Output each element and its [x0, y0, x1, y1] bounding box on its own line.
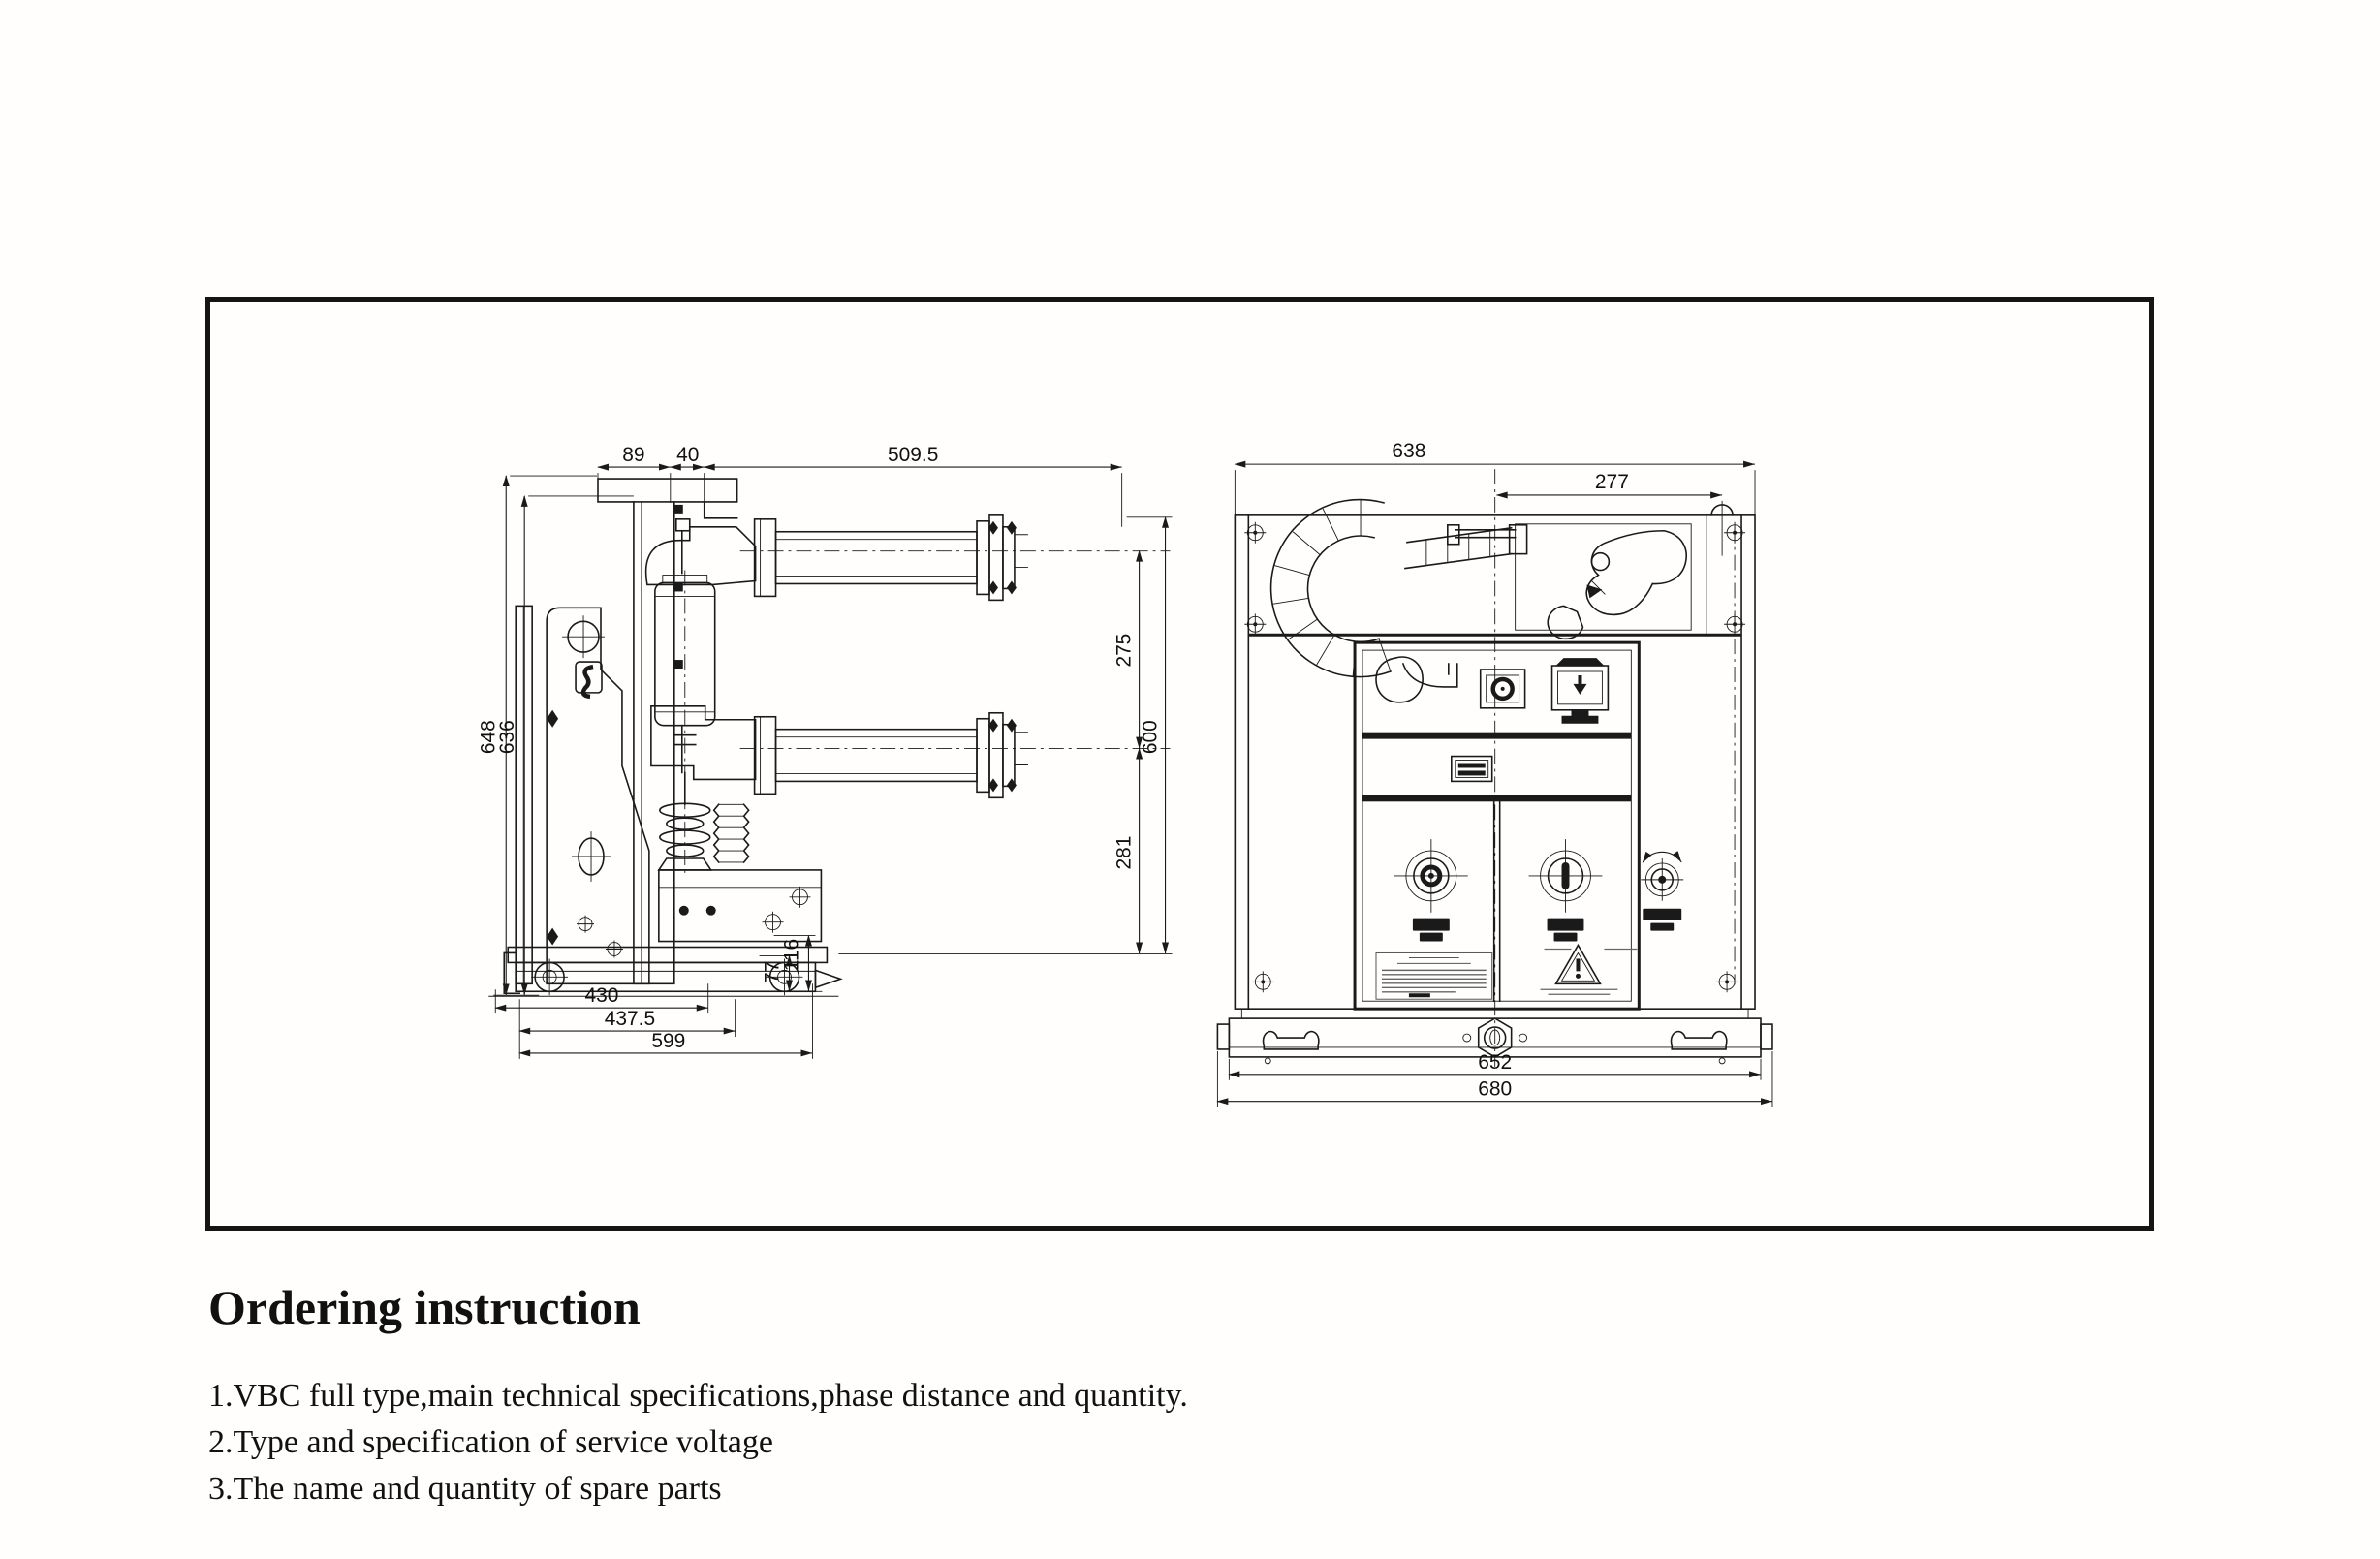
hoist-hook-icon: [576, 662, 602, 697]
drawings-canvas: [210, 302, 2149, 1226]
dim-600: 600: [1139, 720, 1162, 755]
closing-knob: [1394, 839, 1468, 941]
dim-652: 652: [1478, 1050, 1513, 1074]
nameplate: [1376, 952, 1492, 999]
ordering-item-1: 1.VBC full type,main technical specifications,phase distance and quantity.: [208, 1378, 1188, 1414]
ordering-item-2: 2.Type and specification of service voltage: [208, 1424, 773, 1460]
dim-437-5: 437.5: [604, 1008, 656, 1031]
dim-277: 277: [1594, 471, 1629, 493]
dim-638: 638: [1392, 440, 1426, 463]
bellows: [714, 804, 749, 862]
figure-frame: [205, 297, 2154, 1231]
warning-triangle-icon: [1541, 946, 1638, 995]
hook-latch: [1448, 524, 1691, 639]
dim-648: 648: [477, 720, 500, 755]
dim-599: 599: [651, 1029, 686, 1052]
dim-40: 40: [676, 444, 700, 467]
dim-636: 636: [496, 720, 519, 755]
dim-89: 89: [622, 444, 645, 467]
ordering-heading: Ordering instruction: [208, 1280, 641, 1334]
interlock-plate: [1452, 757, 1492, 782]
cable-drag-chain: [1271, 500, 1527, 687]
dim-509-5: 509.5: [887, 444, 939, 467]
upper-bushing: [755, 515, 1028, 601]
dim-430: 430: [584, 984, 619, 1008]
dim-275: 275: [1112, 633, 1136, 668]
indicator-switch: [1481, 670, 1525, 708]
front-view-drawing: [1217, 440, 1772, 1107]
dim-116: 116: [780, 938, 803, 972]
ordering-item-3: 3.The name and quantity of spare parts: [208, 1471, 722, 1507]
side-view-drawing: [477, 444, 1172, 1059]
charging-knob: [1641, 852, 1683, 930]
side-view-dimensions: [477, 444, 1172, 1059]
position-indicator: [1552, 658, 1609, 724]
dim-680: 680: [1478, 1077, 1513, 1101]
dim-77: 77: [761, 960, 784, 983]
opening-knob: [1529, 839, 1603, 941]
lower-bushing: [755, 713, 1028, 798]
dim-281: 281: [1112, 835, 1136, 870]
